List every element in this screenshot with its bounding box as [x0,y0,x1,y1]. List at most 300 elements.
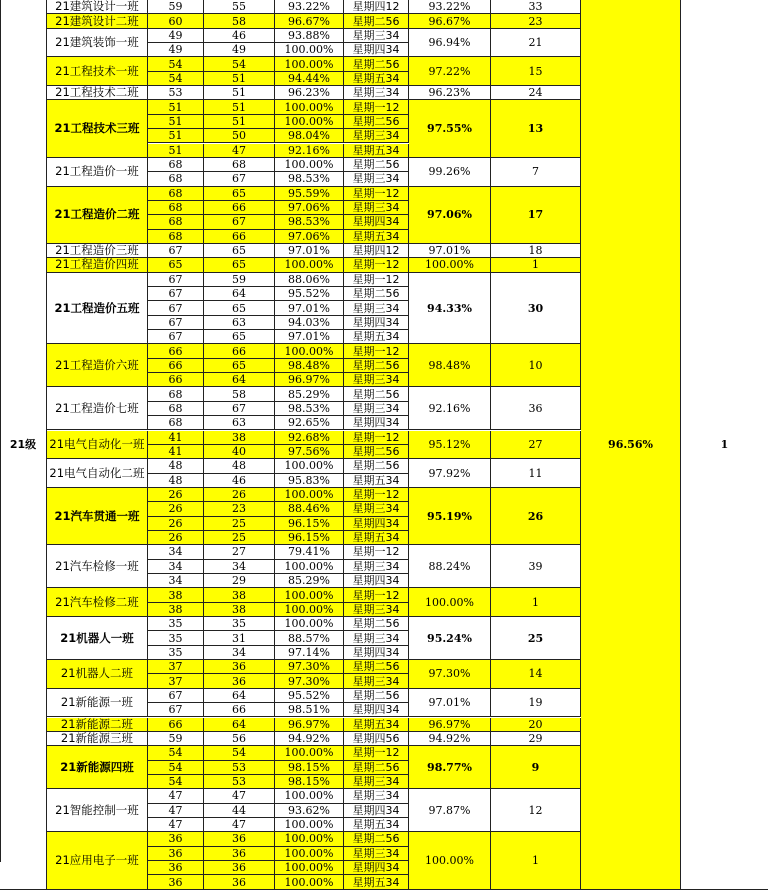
present-count-cell: 50 [204,129,275,143]
enrolled-count-cell: 26 [148,517,204,531]
present-count-cell: 64 [204,287,275,301]
session-rate-cell: 98.15% [275,761,344,775]
class-name-cell: 21工程造价五班 [47,273,148,345]
session-time-cell: 星期四34 [344,804,409,818]
session-time-cell: 星期四34 [344,574,409,588]
present-count-cell: 44 [204,804,275,818]
session-rate-cell: 88.06% [275,273,344,287]
session-rate-cell: 100.00% [275,115,344,129]
class-name-cell: 21新能源二班 [47,718,148,732]
present-count-cell: 47 [204,144,275,158]
class-rank-cell: 7 [491,158,581,187]
session-time-cell: 星期四34 [344,861,409,875]
session-time-cell: 星期五34 [344,875,409,889]
enrolled-count-cell: 47 [148,804,204,818]
session-rate-cell: 98.15% [275,775,344,789]
session-time-cell: 星期一12 [344,545,409,559]
session-rate-cell: 97.01% [275,301,344,315]
present-count-cell: 36 [204,847,275,861]
session-time-cell: 星期二56 [344,57,409,71]
present-count-cell: 34 [204,646,275,660]
enrolled-count-cell: 68 [148,387,204,401]
enrolled-count-cell: 35 [148,646,204,660]
class-name-cell: 21新能源三班 [47,732,148,746]
class-average-rate-cell: 94.92% [409,732,491,746]
session-time-cell: 星期一12 [344,100,409,114]
class-name-cell: 21工程造价七班 [47,387,148,430]
session-time-cell: 星期一12 [344,431,409,445]
session-time-cell: 星期五34 [344,718,409,732]
enrolled-count-cell: 49 [148,29,204,43]
present-count-cell: 46 [204,29,275,43]
session-time-cell: 星期三34 [344,129,409,143]
class-average-rate-cell: 94.33% [409,273,491,345]
session-time-cell: 星期四56 [344,732,409,746]
session-time-cell: 星期四12 [344,0,409,14]
class-average-rate-cell: 97.87% [409,789,491,832]
class-average-rate-cell: 96.67% [409,14,491,28]
session-rate-cell: 98.53% [275,402,344,416]
enrolled-count-cell: 37 [148,660,204,674]
session-rate-cell: 85.29% [275,387,344,401]
class-name-cell: 21工程造价一班 [47,158,148,187]
enrolled-count-cell: 54 [148,72,204,86]
present-count-cell: 29 [204,574,275,588]
session-time-cell: 星期三34 [344,201,409,215]
class-name-cell: 21机器人二班 [47,660,148,689]
present-count-cell: 47 [204,789,275,803]
class-average-rate-cell: 98.77% [409,746,491,789]
session-time-cell: 星期三34 [344,775,409,789]
class-rank-cell: 1 [491,832,581,889]
session-rate-cell: 97.06% [275,201,344,215]
present-count-cell: 51 [204,86,275,100]
present-count-cell: 25 [204,531,275,545]
session-time-cell: 星期一12 [344,187,409,201]
class-average-rate-cell: 93.22% [409,0,491,14]
class-rank-cell: 26 [491,488,581,545]
class-rank-cell: 15 [491,57,581,86]
enrolled-count-cell: 54 [148,761,204,775]
class-rank-cell: 17 [491,187,581,244]
session-time-cell: 星期二56 [344,832,409,846]
class-rank-cell: 13 [491,100,581,157]
class-name-cell: 21电气自动化二班 [47,459,148,488]
session-time-cell: 星期三34 [344,560,409,574]
present-count-cell: 65 [204,258,275,272]
session-rate-cell: 94.44% [275,72,344,86]
present-count-cell: 36 [204,674,275,688]
enrolled-count-cell: 68 [148,187,204,201]
session-rate-cell: 97.14% [275,646,344,660]
enrolled-count-cell: 48 [148,474,204,488]
class-average-rate-cell: 95.24% [409,617,491,660]
session-rate-cell: 100.00% [275,789,344,803]
class-rank-cell: 39 [491,545,581,588]
present-count-cell: 40 [204,445,275,459]
session-time-cell: 星期二56 [344,445,409,459]
enrolled-count-cell: 59 [148,732,204,746]
class-name-cell: 21电气自动化一班 [47,431,148,460]
present-count-cell: 68 [204,158,275,172]
class-average-rate-cell: 100.00% [409,832,491,889]
present-count-cell: 36 [204,660,275,674]
session-rate-cell: 100.00% [275,258,344,272]
session-rate-cell: 100.00% [275,158,344,172]
session-time-cell: 星期三34 [344,373,409,387]
class-average-rate-cell: 97.92% [409,459,491,488]
present-count-cell: 36 [204,861,275,875]
session-rate-cell: 97.30% [275,660,344,674]
enrolled-count-cell: 67 [148,301,204,315]
enrolled-count-cell: 66 [148,359,204,373]
class-rank-cell: 23 [491,14,581,28]
session-time-cell: 星期二56 [344,761,409,775]
enrolled-count-cell: 68 [148,215,204,229]
session-rate-cell: 95.83% [275,474,344,488]
present-count-cell: 66 [204,344,275,358]
present-count-cell: 26 [204,488,275,502]
grade-overall-rate-cell: 96.56% [581,0,681,890]
present-count-cell: 67 [204,215,275,229]
class-name-cell: 21机器人一班 [47,617,148,660]
session-rate-cell: 97.30% [275,674,344,688]
session-time-cell: 星期二56 [344,617,409,631]
enrolled-count-cell: 51 [148,100,204,114]
class-average-rate-cell: 88.24% [409,545,491,588]
session-time-cell: 星期五34 [344,230,409,244]
present-count-cell: 48 [204,459,275,473]
class-rank-cell: 11 [491,459,581,488]
session-rate-cell: 97.01% [275,330,344,344]
present-count-cell: 63 [204,316,275,330]
session-rate-cell: 100.00% [275,488,344,502]
session-time-cell: 星期二56 [344,359,409,373]
enrolled-count-cell: 65 [148,258,204,272]
class-average-rate-cell: 97.55% [409,100,491,157]
session-rate-cell: 100.00% [275,43,344,57]
enrolled-count-cell: 67 [148,703,204,717]
class-name-cell: 21汽车检修一班 [47,545,148,588]
present-count-cell: 51 [204,115,275,129]
session-rate-cell: 88.57% [275,631,344,645]
present-count-cell: 25 [204,517,275,531]
class-name-cell: 21新能源四班 [47,746,148,789]
enrolled-count-cell: 68 [148,158,204,172]
enrolled-count-cell: 59 [148,0,204,14]
session-time-cell: 星期二56 [344,14,409,28]
class-rank-cell: 33 [491,0,581,14]
class-average-rate-cell: 97.06% [409,187,491,244]
class-average-rate-cell: 100.00% [409,588,491,617]
class-average-rate-cell: 97.01% [409,244,491,258]
session-rate-cell: 92.68% [275,431,344,445]
session-rate-cell: 93.62% [275,804,344,818]
class-name-cell: 21工程技术三班 [47,100,148,157]
session-rate-cell: 98.04% [275,129,344,143]
class-name-cell: 21建筑设计二班 [47,14,148,28]
session-time-cell: 星期三34 [344,29,409,43]
enrolled-count-cell: 34 [148,560,204,574]
session-rate-cell: 100.00% [275,861,344,875]
present-count-cell: 27 [204,545,275,559]
session-time-cell: 星期一12 [344,258,409,272]
present-count-cell: 54 [204,746,275,760]
session-rate-cell: 94.92% [275,732,344,746]
class-rank-cell: 36 [491,387,581,430]
class-name-cell: 21工程技术一班 [47,57,148,86]
session-time-cell: 星期四34 [344,703,409,717]
session-time-cell: 星期三34 [344,674,409,688]
enrolled-count-cell: 48 [148,459,204,473]
session-time-cell: 星期四34 [344,215,409,229]
class-name-cell: 21工程技术二班 [47,86,148,100]
session-rate-cell: 100.00% [275,560,344,574]
present-count-cell: 65 [204,244,275,258]
session-rate-cell: 97.56% [275,445,344,459]
enrolled-count-cell: 51 [148,129,204,143]
session-time-cell: 星期二56 [344,660,409,674]
session-time-cell: 星期二56 [344,158,409,172]
session-time-cell: 星期二56 [344,287,409,301]
present-count-cell: 65 [204,359,275,373]
session-time-cell: 星期四34 [344,416,409,430]
present-count-cell: 36 [204,832,275,846]
session-rate-cell: 100.00% [275,344,344,358]
session-rate-cell: 95.52% [275,287,344,301]
enrolled-count-cell: 34 [148,574,204,588]
session-rate-cell: 94.03% [275,316,344,330]
session-time-cell: 星期三34 [344,631,409,645]
session-rate-cell: 100.00% [275,57,344,71]
session-time-cell: 星期五34 [344,144,409,158]
grade-label-cell: 21级 [0,0,47,890]
enrolled-count-cell: 38 [148,588,204,602]
class-rank-cell: 27 [491,431,581,460]
present-count-cell: 64 [204,373,275,387]
session-time-cell: 星期五34 [344,818,409,832]
session-rate-cell: 96.97% [275,718,344,732]
present-count-cell: 55 [204,0,275,14]
session-time-cell: 星期三34 [344,402,409,416]
class-average-rate-cell: 92.16% [409,387,491,430]
class-name-cell: 21建筑设计一班 [47,0,148,14]
session-time-cell: 星期三34 [344,301,409,315]
present-count-cell: 23 [204,502,275,516]
present-count-cell: 51 [204,72,275,86]
present-count-cell: 64 [204,718,275,732]
enrolled-count-cell: 41 [148,445,204,459]
enrolled-count-cell: 68 [148,402,204,416]
present-count-cell: 56 [204,732,275,746]
class-name-cell: 21工程造价四班 [47,258,148,272]
session-rate-cell: 100.00% [275,847,344,861]
class-average-rate-cell: 97.30% [409,660,491,689]
session-time-cell: 星期五34 [344,330,409,344]
class-rank-cell: 1 [491,258,581,272]
session-time-cell: 星期三34 [344,86,409,100]
enrolled-count-cell: 36 [148,861,204,875]
session-rate-cell: 95.52% [275,689,344,703]
class-name-cell: 21工程造价二班 [47,187,148,244]
session-time-cell: 星期二56 [344,115,409,129]
session-time-cell: 星期四12 [344,244,409,258]
session-rate-cell: 93.22% [275,0,344,14]
enrolled-count-cell: 54 [148,57,204,71]
class-rank-cell: 25 [491,617,581,660]
session-time-cell: 星期三34 [344,502,409,516]
present-count-cell: 46 [204,474,275,488]
session-time-cell: 星期三34 [344,172,409,186]
class-average-rate-cell: 97.01% [409,689,491,718]
class-name-cell: 21新能源一班 [47,689,148,718]
present-count-cell: 31 [204,631,275,645]
enrolled-count-cell: 36 [148,875,204,889]
session-time-cell: 星期一12 [344,488,409,502]
enrolled-count-cell: 36 [148,832,204,846]
class-average-rate-cell: 99.26% [409,158,491,187]
session-time-cell: 星期五34 [344,72,409,86]
enrolled-count-cell: 67 [148,273,204,287]
session-time-cell: 星期三34 [344,603,409,617]
enrolled-count-cell: 68 [148,201,204,215]
session-time-cell: 星期二56 [344,689,409,703]
class-rank-cell: 14 [491,660,581,689]
enrolled-count-cell: 35 [148,617,204,631]
class-rank-cell: 12 [491,789,581,832]
session-time-cell: 星期二56 [344,459,409,473]
session-rate-cell: 98.51% [275,703,344,717]
class-rank-cell: 30 [491,273,581,345]
enrolled-count-cell: 36 [148,847,204,861]
enrolled-count-cell: 67 [148,316,204,330]
class-average-rate-cell: 96.23% [409,86,491,100]
session-time-cell: 星期一12 [344,588,409,602]
class-name-cell: 21汽车检修二班 [47,588,148,617]
enrolled-count-cell: 67 [148,244,204,258]
session-rate-cell: 100.00% [275,832,344,846]
present-count-cell: 65 [204,330,275,344]
session-time-cell: 星期一12 [344,344,409,358]
session-rate-cell: 100.00% [275,603,344,617]
class-name-cell: 21工程造价六班 [47,344,148,387]
session-time-cell: 星期四34 [344,646,409,660]
enrolled-count-cell: 49 [148,43,204,57]
enrolled-count-cell: 68 [148,230,204,244]
enrolled-count-cell: 35 [148,631,204,645]
enrolled-count-cell: 53 [148,86,204,100]
present-count-cell: 38 [204,588,275,602]
enrolled-count-cell: 26 [148,502,204,516]
class-rank-cell: 19 [491,689,581,718]
session-time-cell: 星期四34 [344,517,409,531]
present-count-cell: 49 [204,43,275,57]
session-rate-cell: 96.15% [275,517,344,531]
enrolled-count-cell: 41 [148,431,204,445]
present-count-cell: 67 [204,402,275,416]
present-count-cell: 65 [204,187,275,201]
session-time-cell: 星期五34 [344,531,409,545]
session-rate-cell: 98.53% [275,215,344,229]
session-rate-cell: 88.46% [275,502,344,516]
enrolled-count-cell: 54 [148,775,204,789]
present-count-cell: 59 [204,273,275,287]
enrolled-count-cell: 26 [148,531,204,545]
present-count-cell: 58 [204,14,275,28]
enrolled-count-cell: 68 [148,172,204,186]
present-count-cell: 36 [204,875,275,889]
class-average-rate-cell: 96.97% [409,718,491,732]
session-rate-cell: 96.97% [275,373,344,387]
enrolled-count-cell: 66 [148,373,204,387]
present-count-cell: 38 [204,603,275,617]
present-count-cell: 54 [204,57,275,71]
session-rate-cell: 100.00% [275,588,344,602]
session-rate-cell: 92.65% [275,416,344,430]
session-rate-cell: 100.00% [275,100,344,114]
class-average-rate-cell: 97.22% [409,57,491,86]
class-name-cell: 21汽车贯通一班 [47,488,148,545]
session-rate-cell: 96.15% [275,531,344,545]
present-count-cell: 66 [204,230,275,244]
enrolled-count-cell: 67 [148,287,204,301]
class-rank-cell: 20 [491,718,581,732]
session-rate-cell: 97.06% [275,230,344,244]
session-time-cell: 星期一12 [344,746,409,760]
present-count-cell: 65 [204,301,275,315]
session-rate-cell: 100.00% [275,875,344,889]
session-rate-cell: 85.29% [275,574,344,588]
present-count-cell: 63 [204,416,275,430]
session-time-cell: 星期三34 [344,847,409,861]
present-count-cell: 58 [204,387,275,401]
session-rate-cell: 97.01% [275,244,344,258]
class-average-rate-cell: 100.00% [409,258,491,272]
present-count-cell: 67 [204,172,275,186]
class-rank-cell: 10 [491,344,581,387]
enrolled-count-cell: 38 [148,603,204,617]
enrolled-count-cell: 51 [148,115,204,129]
session-rate-cell: 100.00% [275,746,344,760]
session-time-cell: 星期四34 [344,43,409,57]
present-count-cell: 51 [204,100,275,114]
enrolled-count-cell: 67 [148,330,204,344]
session-rate-cell: 93.88% [275,29,344,43]
session-rate-cell: 79.41% [275,545,344,559]
class-rank-cell: 1 [491,588,581,617]
class-name-cell: 21智能控制一班 [47,789,148,832]
session-time-cell: 星期二56 [344,387,409,401]
session-time-cell: 星期三34 [344,789,409,803]
present-count-cell: 64 [204,689,275,703]
session-rate-cell: 96.23% [275,86,344,100]
session-rate-cell: 100.00% [275,617,344,631]
session-time-cell: 星期五34 [344,474,409,488]
enrolled-count-cell: 66 [148,344,204,358]
session-time-cell: 星期一12 [344,273,409,287]
class-name-cell: 21工程造价三班 [47,244,148,258]
present-count-cell: 66 [204,703,275,717]
present-count-cell: 66 [204,201,275,215]
class-rank-cell: 9 [491,746,581,789]
class-name-cell: 21建筑装饰一班 [47,29,148,58]
session-rate-cell: 100.00% [275,818,344,832]
class-name-cell: 21应用电子一班 [47,832,148,889]
present-count-cell: 53 [204,761,275,775]
enrolled-count-cell: 66 [148,718,204,732]
enrolled-count-cell: 47 [148,789,204,803]
class-average-rate-cell: 98.48% [409,344,491,387]
